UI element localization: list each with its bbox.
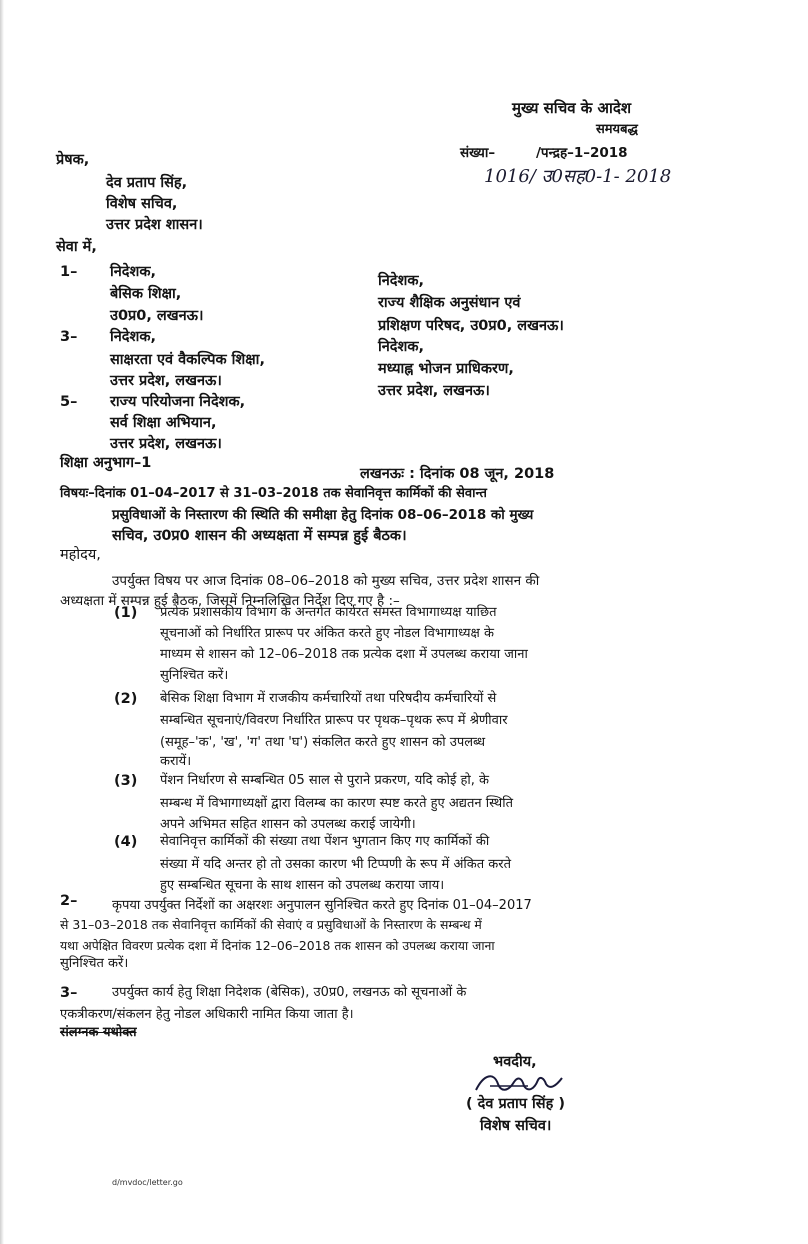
sankhya-value: /पन्द्रह–1–2018 [536,145,628,161]
scan-edge [0,0,4,1244]
yours-faithfully: भवदीय, [493,1054,537,1070]
date-line: लखनऊः : दिनांक 08 जून, 2018 [360,466,555,482]
recipient-5-line3: उत्तर प्रदेश, लखनऊ। [110,436,222,452]
point-1-line3: माध्यम से शासन को 12–06–2018 तक प्रत्येक दशा में उपलब्ध कराया जाना [160,647,528,662]
point-2-line4: करायें। [160,754,192,769]
point-1-line1: प्रत्येक प्रशासकीय विभाग के अन्तर्गत कार्यरत समस्त विभागाध्यक्ष याछित [160,605,497,620]
sankhya-label: संख्या– [460,145,496,161]
recipient-5-line1: राज्य परियोजना निदेशक, [110,394,246,410]
recipients-label: सेवा में, [56,239,97,255]
point-3-line2: सम्बन्ध में विभागाध्यक्षों द्वारा विलम्ब का कारण स्पष्ट करते हुए अद्यतन स्थिति [160,796,513,811]
section-name: शिक्षा अनुभाग–1 [60,455,152,471]
point-1-line2: सूचनाओं को निर्धारित प्रारूप पर अंकित करते हुए नोडल विभागाध्यक्ष के [160,626,494,641]
handwritten-number: 1016/ उ0सह0-1- 2018 [484,166,672,187]
recipient-5-number: 5– [60,394,78,410]
recipient-3-number: 3– [60,329,78,345]
subject-line2: प्रसुविधाओं के निस्तारण की स्थिति की समीक्षा हेतु दिनांक 08–06–2018 को मुख्य [112,507,534,523]
recipient-4-line3: उत्तर प्रदेश, लखनऊ। [378,383,490,399]
signatory-name: ( देव प्रताप सिंह ) [466,1096,565,1112]
para-3-number: 3– [60,985,78,1001]
time-bound-label: समयबद्ध [596,122,638,137]
recipient-1-line2: बेसिक शिक्षा, [110,286,182,302]
sender-designation: विशेष सचिव, [106,196,178,212]
recipient-3-line3: उत्तर प्रदेश, लखनऊ। [110,373,222,389]
point-4-number: (4) [114,834,138,850]
recipient-2-line2: राज्य शैक्षिक अनुसंधान एवं [378,295,521,311]
point-2-line1: बेसिक शिक्षा विभाग में राजकीय कर्मचारियों तथा परिषदीय कर्मचारियों से [160,691,497,706]
recipient-4-line2: मध्याह्न भोजन प्राधिकरण, [378,361,514,377]
recipient-2-line1: निदेशक, [378,273,425,289]
point-3-number: (3) [114,773,138,789]
point-3-line3: अपने अभिमत सहित शासन को उपलब्ध कराई जायेगी। [160,817,416,832]
para-2-line4: सुनिश्चित करें। [60,956,129,971]
sender-name: देव प्रताप सिंह, [106,175,188,191]
para-2-number: 2– [60,893,78,909]
point-1-line4: सुनिश्चित करें। [160,668,229,683]
point-2-line3: (समूह–'क', 'ख', 'ग' तथा 'घ') संकलित करते हुए शासन को उपलब्ध [160,735,486,750]
order-title: मुख्य सचिव के आदेश [512,99,632,117]
signatory-designation: विशेष सचिव। [480,1118,552,1134]
recipient-3-line1: निदेशक, [110,329,157,345]
para-2-line3: यथा अपेक्षित विवरण प्रत्येक दशा में दिनांक 12–06–2018 तक शासन को उपलब्ध कराया जाना [60,938,495,953]
intro-line2: अध्यक्षता में सम्पन्न हुई बैठक, जिसमें निम्नलिखित निर्देश दिए गए है :– [60,593,400,609]
point-1-number: (1) [114,605,138,621]
para-3-line2: एकत्रीकरण/संकलन हेतु नोडल अधिकारी नामित किया जाता है। [60,1007,354,1022]
recipient-5-line2: सर्व शिक्षा अभियान, [110,415,217,431]
sender-office: उत्तर प्रदेश शासन। [106,217,203,233]
recipient-2-line3: प्रशिक्षण परिषद, उ0प्र0, लखनऊ। [378,318,564,334]
enclosure-note: संलग्नक यथोक्त [60,1025,137,1040]
point-3-line1: पेंशन निर्धारण से सम्बन्धित 05 साल से पुराने प्रकरण, यदि कोई हो, के [160,773,490,788]
salutation: महोदय, [60,547,101,563]
intro-line1: उपर्युक्त विषय पर आज दिनांक 08–06–2018 को मुख्य सचिव, उत्तर प्रदेश शासन की [112,573,540,589]
recipient-4-line1: निदेशक, [378,339,425,355]
point-4-line2: संख्या में यदि अन्तर हो तो उसका कारण भी टिप्पणी के रूप में अंकित करते [160,857,512,872]
point-2-number: (2) [114,691,138,707]
recipient-1-number: 1– [60,264,78,280]
recipient-1-line3: उ0प्र0, लखनऊ। [110,308,204,324]
footer-reference: d/mvdoc/letter.go [112,1178,183,1187]
para-3-line1: उपर्युक्त कार्य हेतु शिक्षा निदेशक (बेसिक), उ0प्र0, लखनऊ को सूचनाओं के [112,985,467,1000]
sender-label: प्रेषक, [56,152,90,168]
para-2-line2: से 31–03–2018 तक सेवानिवृत्त कार्मिकों की सेवाएं व प्रसुविधाओं के निस्तारण के सम्बन्ध में [60,917,482,932]
point-4-line1: सेवानिवृत्त कार्मिकों की संख्या तथा पेंशन भुगतान किए गए कार्मिकों की [160,834,490,849]
subject-line1: विषयः–दिनांक 01–04–2017 से 31–03–2018 तक सेवानिवृत्त कार्मिकों की सेवान्त [60,486,487,501]
recipient-1-line1: निदेशक, [110,264,157,280]
para-2-line1: कृपया उपर्युक्त निर्देशों का अक्षरशः अनुपालन सुनिश्चित करते हुए दिनांक 01–04–2017 [112,898,532,913]
subject-line3: सचिव, उ0प्र0 शासन की अध्यक्षता में सम्पन्न हुई बैठक। [112,528,407,544]
point-2-line2: सम्बन्धित सूचनाएं/विवरण निर्धारित प्रारूप पर पृथक–पृथक रूप में श्रेणीवार [160,713,508,728]
point-4-line3: हुए सम्बन्धित सूचना के साथ शासन को उपलब्ध कराया जाय। [160,878,445,893]
recipient-3-line2: साक्षरता एवं वैकल्पिक शिक्षा, [110,352,265,368]
